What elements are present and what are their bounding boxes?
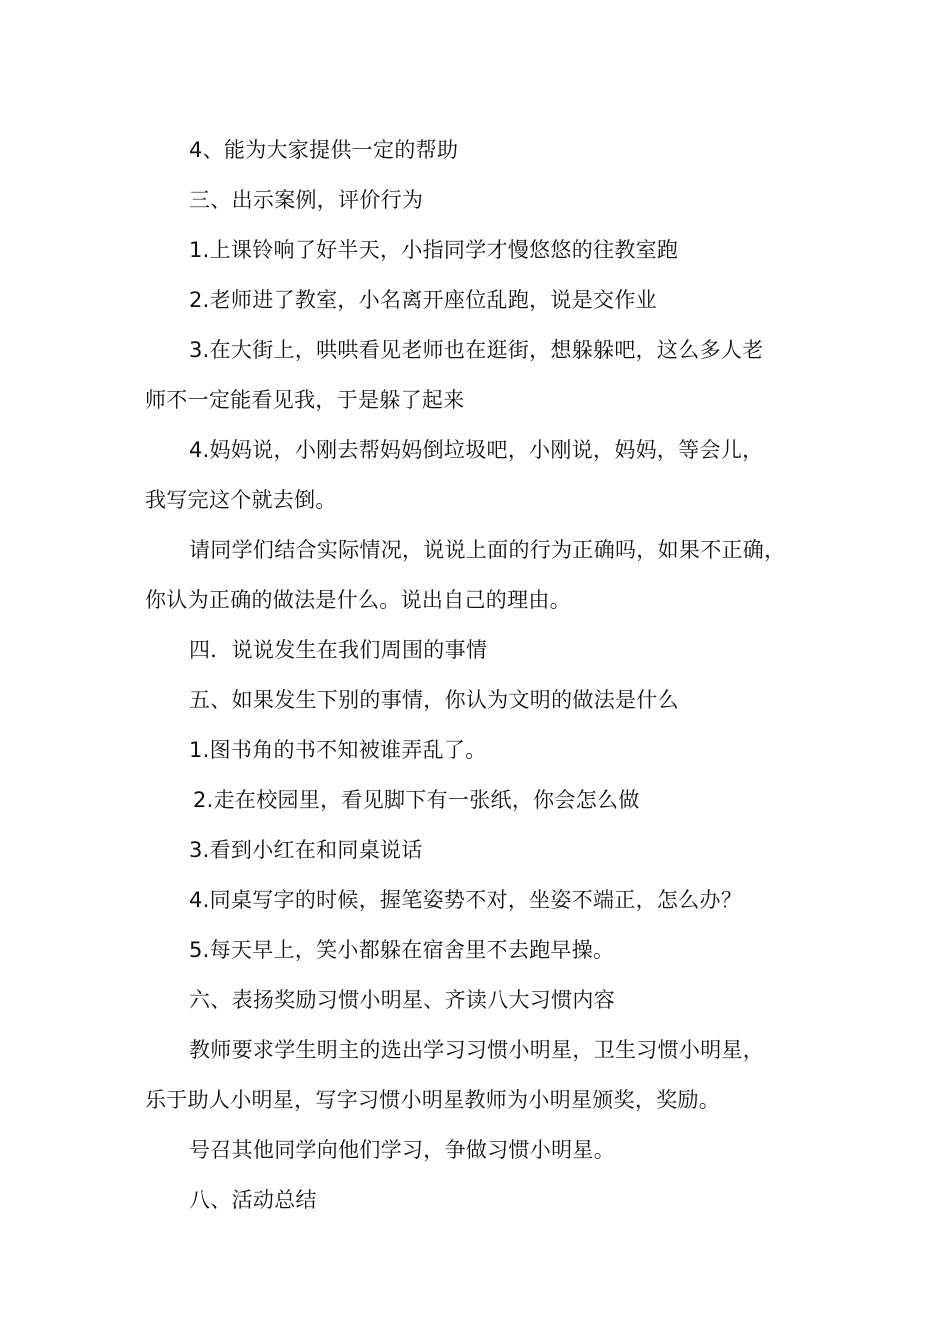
scenario-item-3: 3.看到小红在和同桌说话: [189, 838, 423, 862]
case-item-2: 2.老师进了教室，小名离开座位乱跑，说是交作业: [189, 288, 657, 312]
scenario-item-1: 1.图书角的书不知被谁弄乱了。: [189, 738, 487, 762]
call-to-action-paragraph: 号召其他同学向他们学习，争做习惯小明星。: [189, 1138, 615, 1162]
case-item-4-line-1: 4.妈妈说，小刚去帮妈妈倒垃圾吧，小刚说，妈妈，等会儿，: [189, 438, 764, 462]
award-paragraph-line-2: 乐于助人小明星，写字习惯小明星教师为小明星颁奖，奖励。: [145, 1088, 721, 1112]
section-heading-4: 四．说说发生在我们周围的事情: [189, 638, 488, 662]
section-heading-5: 五、如果发生下别的事情，你认为文明的做法是什么: [189, 688, 679, 712]
list-item-4-help: 4、能为大家提供一定的帮助: [189, 138, 459, 162]
case-item-3-line-2: 师不一定能看见我，于是躲了起来: [145, 388, 465, 412]
section-heading-3: 三、出示案例，评价行为: [189, 188, 424, 212]
scenario-item-5: 5.每天早上，笑小都躲在宿舍里不去跑早操。: [189, 938, 615, 962]
scenario-item-2: 2.走在校园里，看见脚下有一张纸，你会怎么做: [193, 788, 640, 812]
document-body: [145, 132, 810, 1232]
section-heading-8: 八、活动总结: [189, 1188, 317, 1212]
case-item-1: 1.上课铃响了好半天，小指同学才慢悠悠的往教室跑: [189, 238, 679, 262]
scenario-item-4: 4.同桌写字的时候，握笔姿势不对，坐姿不端正，怎么办？: [189, 888, 743, 912]
instruction-paragraph-line-2: 你认为正确的做法是什么。说出自己的理由。: [145, 588, 571, 612]
award-paragraph-line-1: 教师要求学生明主的选出学习习惯小明星，卫生习惯小明星，: [189, 1038, 765, 1062]
case-item-4-line-2: 我写完这个就去倒。: [145, 488, 337, 512]
case-item-3-line-1: 3.在大街上，哄哄看见老师也在逛街，想躲躲吧，这么多人老: [189, 338, 764, 362]
section-heading-6: 六、表扬奖励习惯小明星、齐读八大习惯内容: [189, 988, 615, 1012]
instruction-paragraph-line-1: 请同学们结合实际情况，说说上面的行为正确吗，如果不正确，: [189, 538, 786, 562]
